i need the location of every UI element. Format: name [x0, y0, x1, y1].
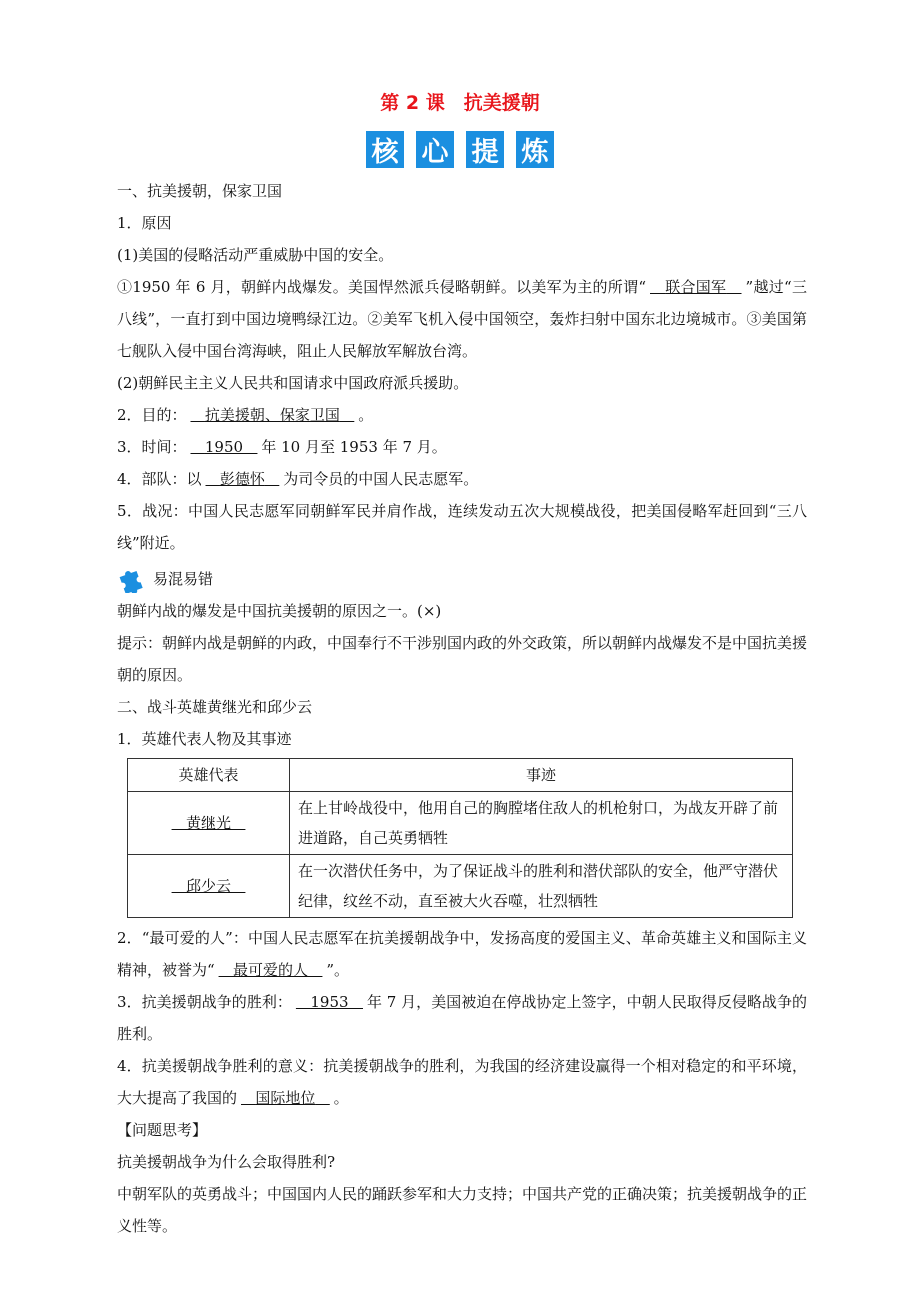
badge-char: 心 — [416, 131, 454, 168]
text: 2．目的： — [117, 406, 187, 424]
tip-label: 易混易错 — [153, 570, 214, 588]
fill-blank: 国际地位 — [255, 1089, 316, 1107]
text: 。 — [358, 406, 374, 424]
section-heading: 一、抗美援朝，保家卫国 — [117, 182, 283, 200]
text: 为司令员的中国人民志愿军。 — [283, 470, 479, 488]
lesson-title: 第 2 课 抗美援朝 — [380, 92, 540, 114]
fill-blank: 1950 — [204, 438, 244, 456]
paragraph: 提示：朝鲜内战是朝鲜的内政，中国奉行不干涉别国内政的外交政策，所以朝鲜内战爆发不是中国抗美援朝的原因。 — [117, 634, 808, 684]
badge-char: 炼 — [516, 131, 554, 168]
text: 年 10 月至 1953 年 7 月。 — [261, 438, 447, 456]
paragraph — [117, 986, 807, 1050]
hero-name: 邱少云 — [185, 877, 231, 895]
text: 4．部队：以 — [117, 470, 202, 488]
text: 年 7 月，美国被迫在停战协定上签字，中朝人民取得反侵略战争的胜利。 — [117, 993, 807, 1043]
paragraph: 朝鲜内战的爆发是中国抗美援朝的原因之一。(×) — [117, 602, 442, 620]
badge-char: 核 — [366, 131, 404, 168]
fill-blank: 1953 — [310, 993, 349, 1011]
column-header: 事迹 — [290, 759, 793, 792]
text: ”。 — [326, 961, 349, 979]
fill-blank: 彭德怀 — [219, 470, 265, 488]
text: 。 — [333, 1089, 349, 1107]
text: 4．抗美援朝战争胜利的意义：抗美援朝战争的胜利，为我国的经济建设赢得一个相对稳定的和平环境，大大提高了我国的 — [117, 1057, 807, 1107]
table-row — [128, 792, 793, 855]
text: 3．时间： — [117, 438, 187, 456]
text: ”越过“三八线”，一直打到中国边境鸭绿江边。②美军飞机入侵中国领空，轰炸扫射中国东北边境城市。③美国第七舰队入侵中国台湾海峡，阻止人民解放军解放台湾。 — [117, 278, 807, 360]
fill-blank: 最可爱的人 — [232, 961, 308, 979]
subheading: 1．原因 — [117, 214, 172, 232]
answer: 中朝军队的英勇战斗；中国国内人民的踊跃参军和大力支持；中国共产党的正确决策；抗美援朝战争的正义性等。 — [117, 1185, 808, 1235]
question-label: 【问题思考】 — [117, 1121, 208, 1139]
paragraph — [117, 399, 807, 431]
paragraph — [117, 463, 807, 495]
paragraph — [117, 271, 807, 367]
paragraph — [117, 922, 807, 986]
paragraph: (2)朝鲜民主主义人民共和国请求中国政府派兵援助。 — [117, 374, 469, 392]
fill-blank: 抗美援朝、保家卫国 — [204, 406, 340, 424]
puzzle-icon — [117, 565, 147, 593]
fill-blank: 联合国军 — [665, 278, 727, 296]
section-heading: 二、战斗英雄黄继光和邱少云 — [117, 698, 313, 716]
column-header: 英雄代表 — [128, 759, 290, 792]
paragraph: (1)美国的侵略活动严重威胁中国的安全。 — [117, 246, 394, 264]
hero-deed: 在上甘岭战役中，他用自己的胸膛堵住敌人的机枪射口，为战友开辟了前进道路，自己英勇牺牲 — [290, 792, 793, 855]
text: 2．“最可爱的人”：中国人民志愿军在抗美援朝战争中，发扬高度的爱国主义、革命英雄主义和国际主义精神，被誉为“ — [117, 929, 807, 979]
tip-header — [117, 563, 807, 595]
heroes-table — [127, 758, 793, 918]
hero-name: 黄继光 — [185, 814, 231, 832]
core-summary-banner — [366, 131, 554, 168]
text: ①1950 年 6 月，朝鲜内战爆发。美国悍然派兵侵略朝鲜。以美军为主的所谓“ — [117, 278, 647, 296]
text: 3．抗美援朝战争的胜利： — [117, 993, 292, 1011]
question: 抗美援朝战争为什么会取得胜利? — [117, 1153, 336, 1171]
paragraph — [117, 1050, 807, 1114]
table-header-row — [128, 759, 793, 792]
content — [117, 175, 807, 1242]
paragraph: 5．战况：中国人民志愿军同朝鲜军民并肩作战，连续发动五次大规模战役，把美国侵略军赶回到“三八线”附近。 — [117, 502, 807, 552]
paragraph — [117, 431, 807, 463]
hero-deed: 在一次潜伏任务中，为了保证战斗的胜利和潜伏部队的安全，他严守潜伏纪律，纹丝不动，直至被大火吞噬，壮烈牺牲 — [290, 855, 793, 918]
subheading: 1．英雄代表人物及其事迹 — [117, 730, 292, 748]
badge-char: 提 — [466, 131, 504, 168]
table-row — [128, 855, 793, 918]
